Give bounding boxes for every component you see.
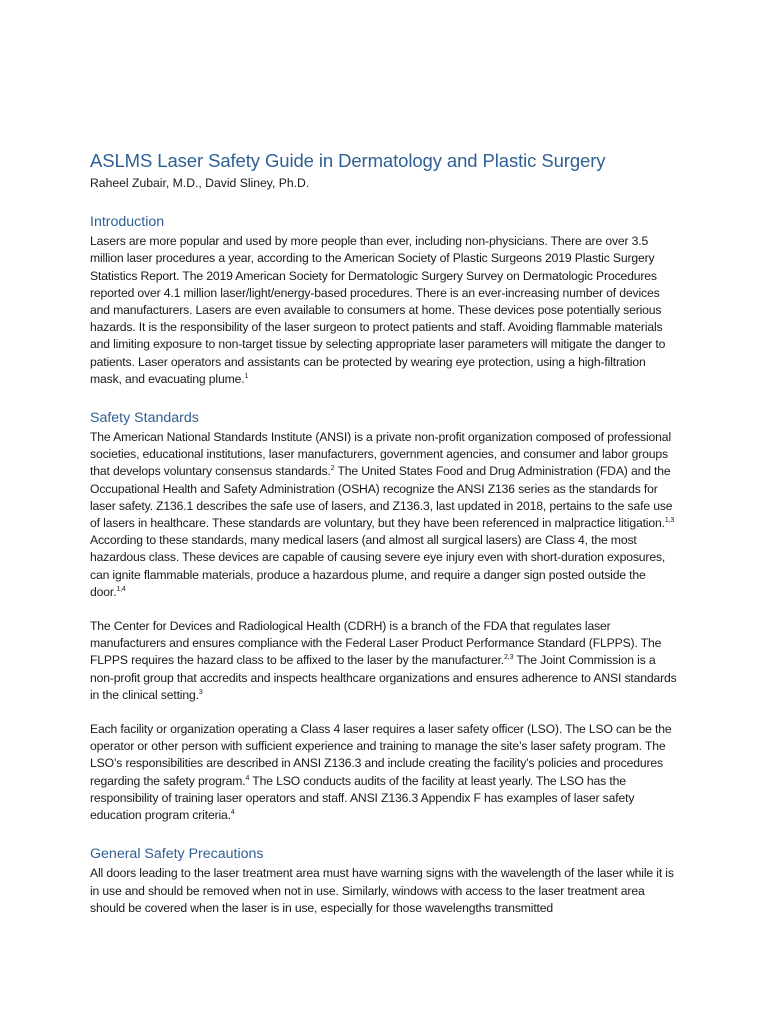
paragraph-text: According to these standards, many medical lasers (and almost all surgical lasers) are Class 4, the most hazardous class. These devices are capable of causing severe eye injury even with short-duration exposures, can ignite flammable materials, produce a hazardous plume, and require a danger sign posted outside the door.	[90, 533, 666, 599]
body-paragraph	[90, 618, 680, 704]
body-paragraph	[90, 233, 680, 388]
citation-reference: 2	[330, 465, 335, 473]
citation-reference: 2,3	[504, 654, 514, 662]
document-authors: Raheel Zubair, M.D., David Sliney, Ph.D.	[90, 176, 310, 190]
citation-reference: 4	[230, 809, 235, 817]
body-paragraph	[90, 429, 680, 601]
paragraph-text: The Center for Devices and Radiological Health (CDRH) is a branch of the FDA that regulates laser manufacturers and ensures compliance with the Federal Laser Product Performance Standard (FLPPS). The FLPPS requires the hazard class to be affixed to the laser by the manufacturer.	[90, 619, 662, 668]
section-heading: General Safety Precautions	[90, 846, 264, 863]
section-heading: Safety Standards	[90, 410, 199, 427]
document-title: ASLMS Laser Safety Guide in Dermatology and Plastic Surgery	[90, 150, 606, 171]
document-page	[90, 150, 680, 917]
paragraph-text: Each facility or organization operating a Class 4 laser requires a laser safety officer (LSO). The LSO can be the operator or other person with sufficient experience and training to manage the site’s laser safety program. The LSO’s responsibilities are described in ANSI Z136.3 and include creating the facility’s policies and procedures regarding the safety program.	[90, 722, 672, 788]
document-body	[90, 212, 680, 917]
paragraph-text: All doors leading to the laser treatment area must have warning signs with the wavelength of the laser while it is in use and should be removed when not in use. Similarly, windows with access to the laser treatment area should be covered when the laser is in use, especially for those wavelengths transmitted	[90, 866, 674, 915]
body-paragraph	[90, 721, 680, 824]
section-heading: Introduction	[90, 214, 165, 231]
body-paragraph	[90, 865, 680, 917]
paragraph-text: Lasers are more popular and used by more people than ever, including non-physicians. There are over 3.5 million laser procedures a year, according to the American Society of Plastic Surgeons 2019 Plastic Surgery Statistics Report. The 2019 American Society for Dermatologic Surgery Survey on Dermatologic Procedures reported over 4.1 million laser/light/energy-based procedures. There is an ever-increasing number of devices and manufacturers. Lasers are even available to consumers at home. These devices pose potentially serious hazards. It is the responsibility of the laser surgeon to protect patients and staff. Avoiding flammable materials and limiting exposure to non-target tissue by selecting appropriate laser parameters will mitigate the danger to patients. Laser operators and assistants can be protected by wearing eye protection, using a high-filtration mask, and evacuating plume.	[90, 234, 666, 386]
paragraph-text: The United States Food and Drug Administration (FDA) and the Occupational Health and Safety Administration (OSHA) recognize the ANSI Z136 series as the standards for laser safety. Z136.1 describes the safe use of lasers, and Z136.3, last updated in 2018, pertains to the safe use of lasers in healthcare. These standards are voluntary, but they have been referenced in malpractice litigation.	[90, 464, 673, 531]
citation-reference: 3	[198, 688, 203, 696]
citation-reference: 1	[244, 372, 249, 380]
citation-reference: 1,4	[116, 585, 126, 593]
citation-reference: 4	[245, 774, 250, 782]
paragraph-text: The Joint Commission is a non-profit group that accredits and inspects healthcare organizations and ensures adherence to ANSI standards in the clinical setting.	[90, 653, 677, 702]
paragraph-text: The American National Standards Institute (ANSI) is a private non-profit organization composed of professional societies, educational institutions, laser manufacturers, government agencies, and consumer and labor groups that develops voluntary consensus standards.	[90, 430, 671, 479]
paragraph-text: The LSO conducts audits of the facility at least yearly. The LSO has the responsibility of training laser operators and staff. ANSI Z136.3 Appendix F has examples of laser safety education program criteria.	[90, 773, 635, 823]
citation-reference: 1,3	[664, 516, 675, 524]
